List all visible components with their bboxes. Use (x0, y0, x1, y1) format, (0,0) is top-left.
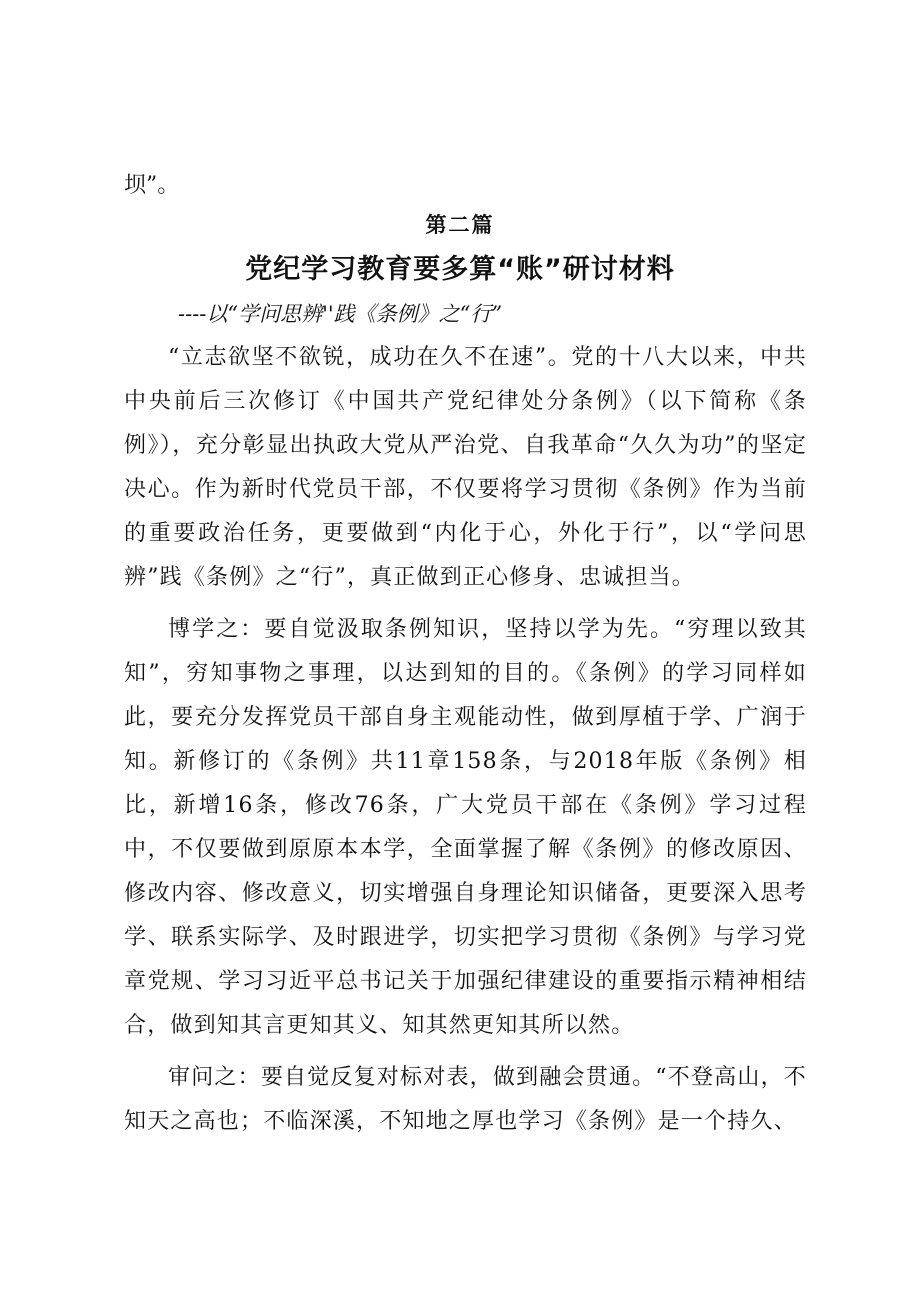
document-title: 党纪学习教育要多算“账”研讨材料 (245, 254, 675, 285)
section-label: 第二篇 (425, 213, 495, 237)
paragraph-boxue: 博学之：要自觉汲取条例知识，坚持以学为先。“穷理以致其知”，穷知事物之事理，以达到知的目的。《条例》的学习同样如此，要充分发挥党员干部自身主观能动性，做到厚植于学、广润于知。新修订的《条例》共11章158条，与2018年版《条例》相比，新增16条，修改76条，广大党员干部在《条例》学习过程中，不仅要做到原原本本学，全面掌握了解《条例》的修改原因、修改内容、修改意义，切实增强自身理论知识储备，更要深入思考学、联系实际学、及时跟进学，切实把学习贯彻《条例》与学习党章党规、学习习近平总书记关于加强纪律建设的重要指示精神相结合，做到知其言更知其义、知其然更知其所以然。 (124, 617, 807, 1038)
document-subtitle: ----以“学问思辨''践《条例》之“行” (178, 302, 503, 326)
body-text (124, 336, 807, 1144)
paragraph-intro: “立志欲坚不欲锐，成功在久不在速”。党的十八大以来，中共中央前后三次修订《中国共产党纪律处分条例》（以下简称《条例》），充分彰显出执政大党从严治党、自我革命“久久为功”的坚定决心。作为新时代党员干部，不仅要将学习贯彻《条例》作为当前的重要政治任务，更要做到“内化于心，外化于行”，以“学问思辨”践《条例》之“行”，真正做到正心修身、忠诚担当。 (124, 345, 807, 590)
paragraph-shenwen: 审问之：要自觉反复对标对表，做到融会贯通。“不登高山，不知天之高也；不临深溪，不知地之厚也学习《条例》是一个持久、 (124, 1065, 807, 1134)
continuation-line: 坝”。 (124, 173, 180, 198)
